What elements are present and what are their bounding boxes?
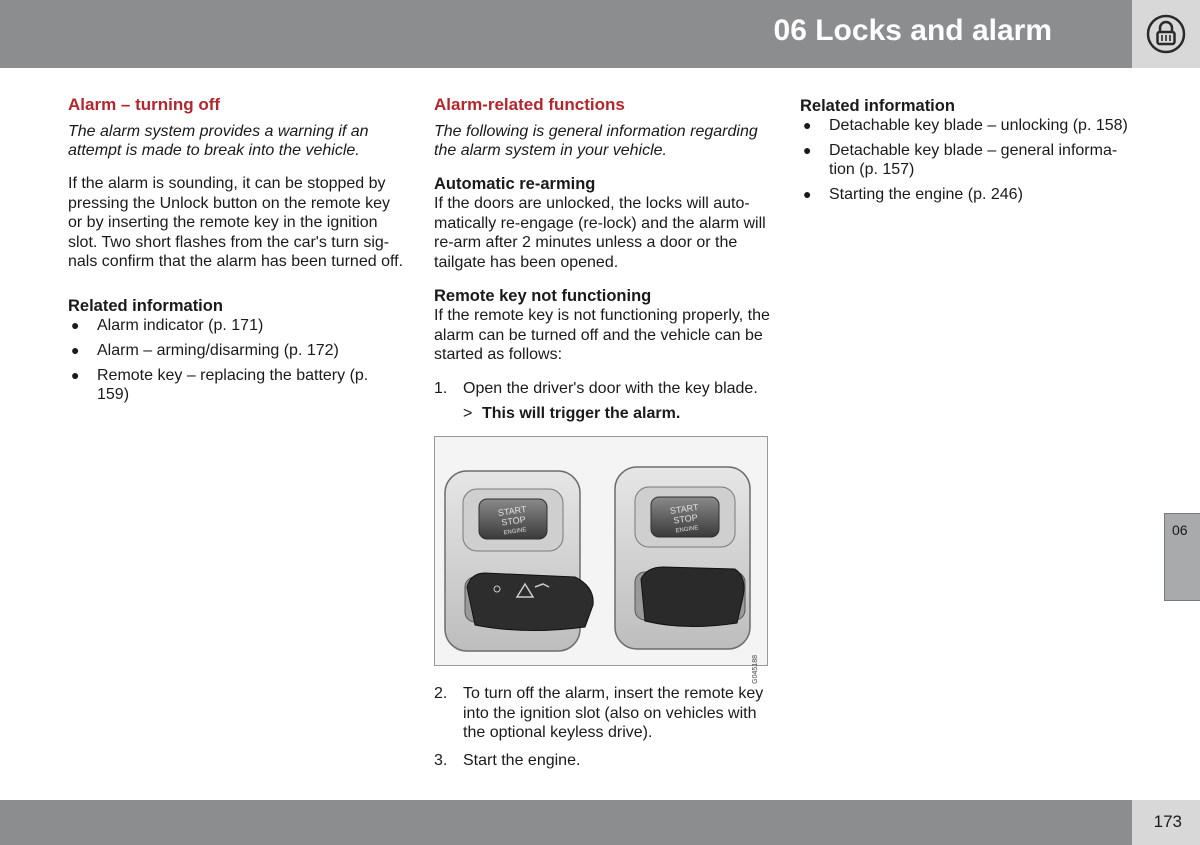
section-title: Alarm-related functions	[434, 95, 625, 114]
figure-code: G045188	[752, 655, 759, 684]
related-info-heading: Related information	[800, 97, 955, 115]
step-2: 2. To turn off the alarm, insert the remote key into the ignition slot (also on vehicles with the optional keyless drive).	[434, 685, 764, 741]
remote-key-icon	[467, 573, 593, 631]
section-intro: The alarm system provides a warning if an attempt is made to break into the vehicle.	[68, 123, 369, 159]
column-related-information	[800, 94, 1136, 210]
related-info-list	[800, 116, 1136, 204]
auto-rearming-body: If the doors are unlocked, the locks will auto-matically re-engage (re-lock) and the alarm will re-arm after 2 minutes unless a door or the tailgate has been opened.	[434, 195, 766, 271]
page-number-box	[1132, 800, 1200, 845]
bullet-icon: ●	[803, 117, 812, 133]
page-number: 173	[1153, 812, 1182, 831]
header-icon-box	[1132, 0, 1200, 68]
chapter-side-tab[interactable]	[1164, 513, 1200, 601]
ignition-slot-drawing	[435, 437, 767, 665]
column-alarm-related-functions	[434, 94, 770, 778]
steps-list	[434, 379, 770, 399]
related-info-heading: Related information	[68, 296, 223, 315]
list-item[interactable]: ● Detachable key blade – general informa-tion (p. 157)	[803, 142, 1118, 178]
subheading-auto-rearming: Automatic re-arming	[434, 175, 596, 193]
list-item[interactable]: ● Alarm indicator (p. 171)	[71, 316, 264, 334]
bullet-icon: ●	[71, 366, 80, 383]
bullet-icon: ●	[71, 316, 80, 333]
bullet-icon: ●	[803, 142, 812, 158]
column-alarm-turning-off	[68, 94, 404, 410]
padlock-icon	[1146, 14, 1186, 54]
step-result: > This will trigger the alarm.	[463, 405, 681, 422]
related-info-list	[68, 316, 404, 404]
remote-key-body: If the remote key is not functioning properly, the alarm can be turned off and the vehicle can be started as follows:	[434, 307, 770, 363]
bullet-icon: ●	[803, 186, 812, 202]
result-arrow-icon: >	[463, 405, 473, 422]
button-label: START	[497, 504, 528, 519]
bullet-icon: ●	[71, 341, 80, 358]
button-label: START	[669, 502, 700, 517]
step-1: 1. Open the driver's door with the key blade.	[434, 379, 758, 397]
list-item[interactable]: ● Remote key – replacing the battery (p. 159)	[71, 366, 369, 403]
chapter-title: 06 Locks and alarm	[773, 14, 1052, 47]
button-label: ENGINE	[503, 527, 527, 537]
section-body: If the alarm is sounding, it can be stopped by pressing the Unlock button on the remote key or by inserting the remote key in the ignition slot. Two short flashes from the car's turn sig-nals confirm that the alarm has been turned off.	[68, 175, 404, 270]
list-item[interactable]: ● Starting the engine (p. 246)	[803, 186, 1023, 203]
button-label: STOP	[672, 512, 699, 526]
chapter-tab-label: 06	[1172, 522, 1188, 538]
list-item[interactable]: ● Detachable key blade – unlocking (p. 158)	[803, 117, 1128, 134]
header-bar	[0, 0, 1132, 68]
footer-bar	[0, 800, 1132, 845]
steps-list-continued	[434, 684, 770, 770]
list-item[interactable]: ● Alarm – arming/disarming (p. 172)	[71, 341, 339, 359]
section-intro: The following is general information regarding the alarm system in your vehicle.	[434, 123, 758, 159]
subheading-remote-key: Remote key not functioning	[434, 287, 652, 305]
ignition-illustration	[434, 436, 768, 684]
button-label: STOP	[500, 514, 527, 528]
section-title: Alarm – turning off	[68, 95, 221, 114]
button-label: ENGINE	[675, 525, 699, 535]
step-3: 3. Start the engine.	[434, 751, 581, 769]
remote-key-back-icon	[641, 567, 744, 627]
